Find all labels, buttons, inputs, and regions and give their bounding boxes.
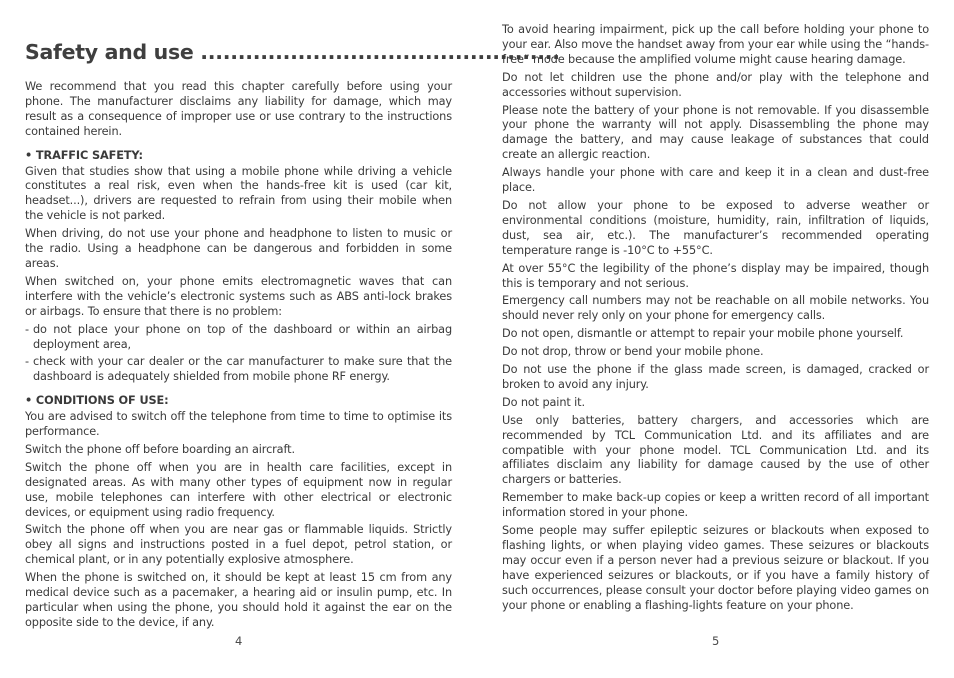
conditions-paragraph: You are advised to switch off the telephone from time to time to optimise its performance. — [25, 410, 452, 439]
safety-paragraph: Do not open, dismantle or attempt to repair your mobile phone yourself. — [502, 327, 904, 341]
page-title: Safety and use ................................................ — [25, 40, 560, 64]
traffic-paragraph: When switched on, your phone emits electromagnetic waves that can interfere with the vehicle’s electronic systems such as ABS anti-lock brakes or airbags. To ensure that there is no problem: — [25, 274, 452, 318]
safety-paragraph: Remember to make back-up copies or keep a written record of all important information stored in your phone. — [502, 491, 929, 520]
intro-paragraph: We recommend that you read this chapter carefully before using your phone. The manufacturer disclaims any liability for damage, which may result as a consequence of improper use or use contrary to the instructions contained herein. — [25, 80, 452, 138]
safety-paragraph: Do not drop, throw or bend your mobile phone. — [502, 345, 764, 359]
traffic-paragraph: When driving, do not use your phone and headphone to listen to music or the radio. Using a headphone can be dangerous and forbidden in some areas. — [25, 227, 452, 270]
safety-paragraph: Always handle your phone with care and keep it in a clean and dust-free place. — [502, 166, 929, 195]
list-item — [25, 323, 452, 353]
right-page — [502, 0, 929, 678]
safety-paragraph: Do not use the phone if the glass made screen, is damaged, cracked or broken to avoid any injury. — [502, 363, 929, 391]
safety-paragraph: Some people may suffer epileptic seizures or blackouts when exposed to flashing lights, or when playing video games. These seizures or blackouts may occur even if a person never had a previous seizure or blackout. If you have experienced seizures or blackouts, or if you have a family history of such occurrences, please consult your doctor before playing video games on your phone or enabling a flashing-lights feature on your phone. — [502, 524, 929, 612]
conditions-paragraph: Switch the phone off before boarding an aircraft. — [25, 442, 295, 456]
left-page-content — [25, 80, 452, 634]
list-item-text: do not place your phone on top of the dashboard or within an airbag deployment area, — [33, 322, 452, 351]
safety-paragraph: Do not allow your phone to be exposed to adverse weather or environmental conditions (moisture, humidity, rain, infiltration of liquids, dust, sea air, etc.). The manufacturer’s recommended operating temperature range is -10°C to +55°C. — [502, 198, 929, 257]
list-item-text: check with your car dealer or the car manufacturer to make sure that the dashboard is adequately shielded from mobile phone RF energy. — [33, 355, 452, 384]
safety-paragraph: Use only batteries, battery chargers, and accessories which are recommended by TCL Communication Ltd. and its affiliates and are compatible with your phone model. TCL Communication Ltd. and its affiliates disclaim any liability for damage caused by the use of other chargers or batteries. — [502, 413, 929, 487]
conditions-paragraph: Switch the phone off when you are in health care facilities, except in designated areas. As with many other types of equipment now in regular use, mobile telephones can interfere with other electrical or electronic devices, or equipment using radio frequency. — [25, 460, 452, 519]
safety-paragraph: Do not paint it. — [502, 395, 585, 409]
conditions-paragraph: When the phone is switched on, it should be kept at least 15 cm from any medical device such as a pacemaker, a hearing aid or insulin pump, etc. In particular when using the phone, you should hold it against the ear on the opposite side to the device, if any. — [25, 571, 452, 629]
list-marker: - — [25, 322, 29, 336]
safety-paragraph: At over 55°C the legibility of the phone’s display may be impaired, though this is temporary and not serious. — [502, 261, 929, 290]
page-number: 4 — [235, 634, 243, 648]
safety-paragraph: Emergency call numbers may not be reachable on all mobile networks. You should never rely only on your phone for emergency calls. — [502, 294, 929, 323]
traffic-safety-heading: • TRAFFIC SAFETY: — [25, 148, 143, 162]
conditions-of-use-heading: • CONDITIONS OF USE: — [25, 394, 169, 408]
page-number: 5 — [712, 634, 720, 648]
safety-paragraph: To avoid hearing impairment, pick up the call before holding your phone to your ear. Also move the handset away from your ear while using the “hands-free” mode because the amplified volume might cause hearing damage. — [502, 23, 929, 66]
traffic-paragraph: Given that studies show that using a mobile phone while driving a vehicle constitutes a real risk, even when the hands-free kit is used (car kit, headset...), drivers are requested to refrain from using their mobile when the vehicle is not parked. — [25, 164, 452, 223]
list-marker: - — [25, 355, 29, 369]
list-item — [25, 355, 452, 385]
conditions-paragraph: Switch the phone off when you are near gas or flammable liquids. Strictly obey all signs and instructions posted in a fuel depot, petrol station, or chemical plant, or in any potentially explosive atmosphere. — [25, 523, 452, 567]
right-page-content — [502, 23, 929, 617]
traffic-list — [25, 323, 452, 386]
safety-paragraph: Please note the battery of your phone is not removable. If you disassemble your phone the warranty will not apply. Disassembling the phone may damage the battery, and may cause leakage of substances that could create an allergic reaction. — [502, 103, 929, 162]
safety-paragraph: Do not let children use the phone and/or play with the telephone and accessories without supervision. — [502, 70, 929, 99]
